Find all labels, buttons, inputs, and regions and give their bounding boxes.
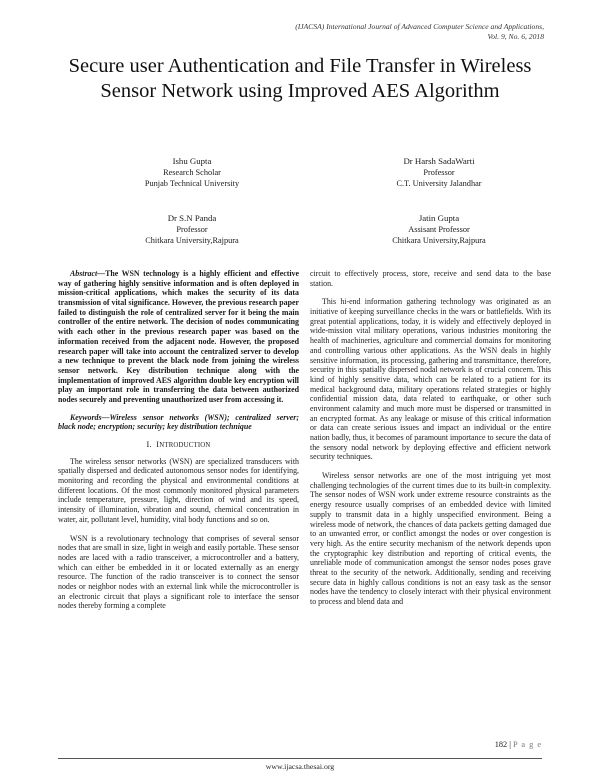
left-column <box>58 269 299 611</box>
keywords-text: Wireless sensor networks (WSN); centralized server; black node; encryption; security; key distribution technique <box>58 412 299 432</box>
body-paragraph: This hi-end information gathering technology was originated as an initiative of keeping surveillance checks in the wars or battlefields. With its great potential applications, today, it is widely and effectively deployed in wide-mission vital military operations, various industries monitoring the health of machineries, agriculture and commercial domains for monitoring and controlling various other applications. As the WSN deals in highly sensitive information, its processing, gathering and transmittance, therefore, security in this spatially dispersed nodal network is of crucial concern. This kind of highly sensitive data, which can be related to a patient for its medical background data, military operations related strategies or highly confidential mission data, data related to earthquake, or other such environment calamity and much more must be dispersed or transmitted in an encrypted format. As any leakage or misuse of this critical information or data can create serious issues and impact an individual or the entire nation badly, thus, it becomes of paramount importance to secure the data of the sensory nodal network by deploying effective and efficient network security techniques. <box>310 297 551 462</box>
author-role: Assisant Professor <box>408 225 470 234</box>
page-number-value: 182 <box>494 740 508 749</box>
body-paragraph: The wireless sensor networks (WSN) are specialized transducers with spatially dispersed and dedicated autonomous sensor nodes for identifying, monitoring and recording the physical and environmental conditions at different locations. Of the most commonly monitored physical parameters include temperature, pressure, light, direction of wind and its speed, intensity of illumination, vibration and sound, chemical concentration in water, air, pollutant level, humidity, vital body functions and so on. <box>58 456 299 524</box>
author-name: Ishu Gupta <box>172 156 212 166</box>
author-block <box>92 212 292 246</box>
body-paragraph: Wireless sensor networks are one of the most intriguing yet most challenging technologies of the current times due to its built-in complexity. The sensor nodes of WSN work under extreme resource constraints as the energy resource usually comprises of an embedded device with limited supply to transmit data in a highly unspecified environment. Being a wireless mode of network, the chances of data packets getting damaged due to an unwanted error, or conflict amongst the nodes or over congestion is very high. As the entire security mechanism of the network depends upon the cryptographic key distribution and reporting of critical events, the unreliable mode of communication amongst the sensor nodes poses grave threat to the security of the network. Additionally, sending and receiving secure data in highly callous conditions is not an easy task as the sensor nodes have the tendency to closely interact with their physical environment to process and blend data and <box>310 471 551 606</box>
page-word: P a g e <box>512 740 542 749</box>
section-heading <box>58 440 299 451</box>
abstract-label: Abstract— <box>70 269 106 278</box>
author-block <box>339 212 539 246</box>
footer-divider <box>58 758 542 759</box>
abstract-text: The WSN technology is a highly efficient and effective way of gathering highly sensitive information and is often deployed in mission-critical applications, which makes the security of its data transmission of vital significance. However, the previous research paper failed to distinguish the role of centralized server for it being the main controller of the entire network. The decision of nodes communicating with each other in the previous research paper was based on the information received from the adjacent node. However, the proposed research paper will take into account the centralized server to develop a new technique to prevent the black node from joining the wireless sensor network. Key distribution technique along with the implementation of improved AES algorithm double key encryption will play an important role in transferring the data between authorized nodes securely and preventing unauthorized user from accessing it. <box>58 269 299 404</box>
journal-name: (IJACSA) International Journal of Advanced Computer Science and Applications, <box>295 22 544 31</box>
body-paragraph: circuit to effectively process, store, receive and send data to the base station. <box>310 269 551 288</box>
page-separator: | <box>507 740 513 749</box>
author-affiliation: C.T. University Jalandhar <box>396 179 482 189</box>
author-block <box>339 155 539 189</box>
running-head <box>124 22 544 42</box>
author-name: Jatin Gupta <box>418 213 460 223</box>
author-role: Research Scholar <box>163 168 221 177</box>
keywords <box>58 413 299 432</box>
author-role: Professor <box>423 168 455 177</box>
abstract <box>58 269 299 405</box>
paper-title: Secure user Authentication and File Transfer in Wireless Sensor Network using Improved AES Algorithm <box>68 55 532 102</box>
section-number: I. <box>146 440 152 449</box>
author-affiliation: Chitkara University,Rajpura <box>392 236 486 246</box>
author-block <box>92 155 292 189</box>
footer-url: www.ijacsa.thesai.org <box>265 762 335 771</box>
author-affiliation: Punjab Technical University <box>144 179 240 189</box>
author-name: Dr Harsh SadaWarti <box>403 156 475 166</box>
keywords-label: Keywords— <box>70 412 110 422</box>
page-number <box>495 740 542 749</box>
author-name: Dr S.N Panda <box>167 213 217 223</box>
volume-info: Vol. 9, No. 6, 2018 <box>487 32 544 41</box>
author-affiliation: Chitkara University,Rajpura <box>145 236 239 246</box>
author-role: Professor <box>176 225 208 234</box>
section-title-rest: NTRODUCTION <box>159 442 211 449</box>
section-title-initial: I <box>156 440 160 449</box>
body-paragraph: WSN is a revolutionary technology that comprises of several sensor nodes that are small in size, light in weigh and easily portable. These sensor nodes are laced with a radio transceiver, a microcontroller and a battery, which can either be embedded in it or located externally as an energy resource. The function of the radio transceiver is to connect the sensor nodes or neighbor nodes with an external link while the microcontroller is an electronic circuit that plays a significant role to interface the sensor nodes thereby forming a complete <box>58 533 299 611</box>
right-column <box>310 269 551 607</box>
